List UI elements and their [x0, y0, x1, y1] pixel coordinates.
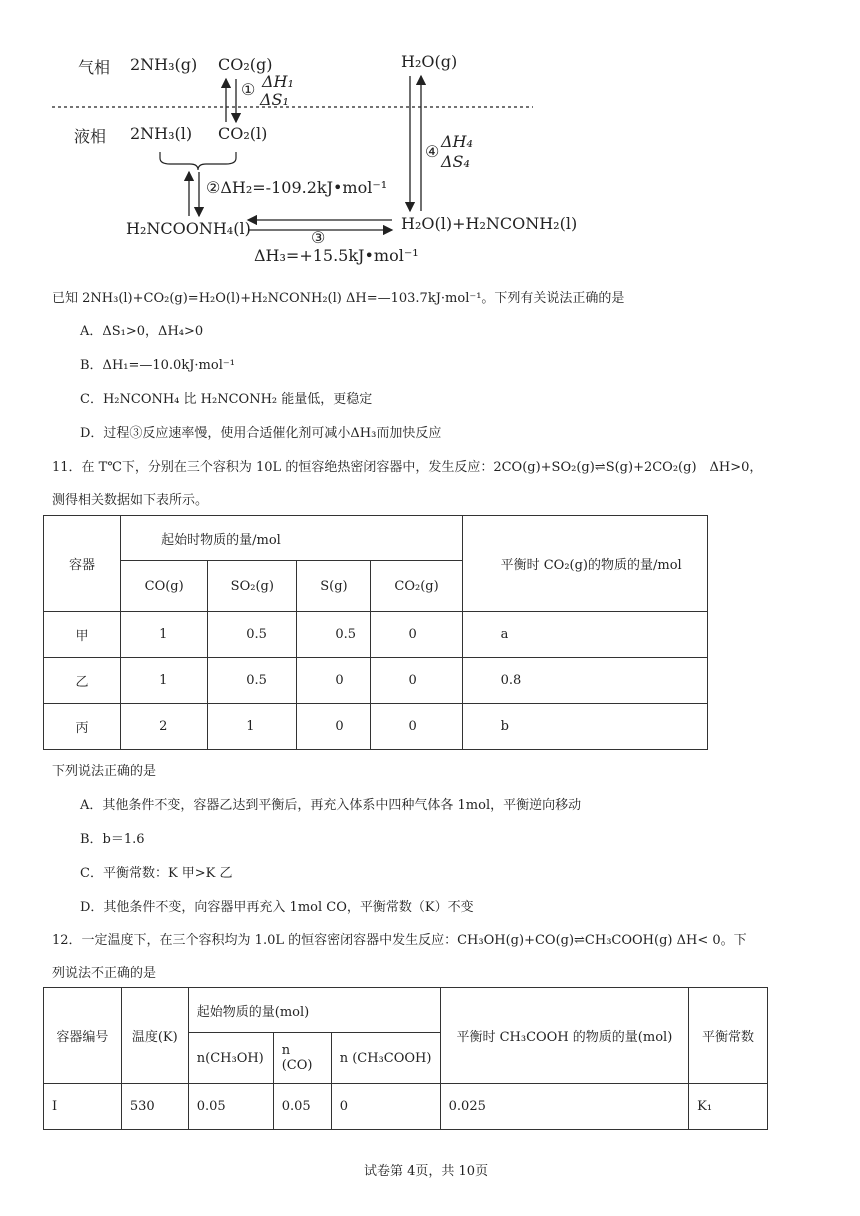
h2o-gas: H₂O(g) — [401, 52, 458, 71]
q11-option-c: C．平衡常数：K 甲>K 乙 — [80, 866, 233, 881]
q10-option-a: A．ΔS₁>0，ΔH₄>0 — [80, 324, 204, 339]
q11-col-so2: SO₂(g) — [208, 561, 297, 612]
q11-cell: 0 — [371, 704, 462, 750]
q12-stem-line2: 列说法不正确的是 — [52, 966, 157, 981]
q11-option-b: B．b＝1.6 — [80, 832, 145, 847]
q12-cell-temp: 530 — [121, 1084, 188, 1130]
q11-data-table — [43, 515, 708, 750]
q11-cell: 2 — [121, 704, 208, 750]
q11-cell: 1 — [121, 658, 208, 704]
liquid-bracket — [160, 152, 236, 170]
table-row — [44, 1084, 768, 1130]
q11-option-d: D．其他条件不变，向容器甲再充入 1mol CO，平衡常数（K）不变 — [80, 900, 474, 915]
q11-col-co: CO(g) — [121, 561, 208, 612]
gas-phase-label: 气相 — [78, 58, 111, 77]
q12-cell: 0.05 — [273, 1084, 331, 1130]
q11-row-name: 乙 — [44, 658, 121, 704]
step1-enthalpy: ΔH₁ — [262, 72, 294, 91]
q11-cell: 0.5 — [297, 612, 371, 658]
step3-label: ΔH₃=+15.5kJ•mol⁻¹ — [254, 246, 419, 265]
q12-header-no: 容器编号 — [44, 988, 122, 1084]
nh3-gas: 2NH₃(g) — [130, 55, 198, 74]
q12-col-ch3oh: n(CH₃OH) — [188, 1033, 273, 1084]
q11-col-co2: CO₂(g) — [371, 561, 462, 612]
q11-cell: 0.5 — [208, 658, 297, 704]
q11-cell: 1 — [121, 612, 208, 658]
q12-col-co: n (CO) — [273, 1033, 331, 1084]
q12-stem-line1: 12．一定温度下，在三个容积均为 1.0L 的恒容密闭容器中发生反应：CH₃OH(g)+CO(g)⇌CH₃COOH(g) ΔH< 0。下 — [52, 933, 747, 948]
q12-cell-equilibrium: 0.025 — [440, 1084, 688, 1130]
q11-prompt: 下列说法正确的是 — [52, 764, 157, 779]
q10-option-b: B．ΔH₁=—10.0kJ·mol⁻¹ — [80, 358, 235, 373]
q11-cell-equilibrium: a — [462, 612, 707, 658]
q12-col-ch3cooh: n (CH₃COOH) — [331, 1033, 440, 1084]
q11-row-name: 丙 — [44, 704, 121, 750]
q11-row-name: 甲 — [44, 612, 121, 658]
q10-option-c: C．H₂NCONH₄ 比 H₂NCONH₂ 能量低，更稳定 — [80, 392, 373, 407]
q10-stem: 已知 2NH₃(l)+CO₂(g)=H₂O(l)+H₂NCONH₂(l) ΔH=—103.7kJ·mol⁻¹。下列有关说法正确的是 — [52, 291, 625, 306]
q11-header-container: 容器 — [44, 516, 121, 612]
q12-header-equilibrium: 平衡时 CH₃COOH 的物质的量(mol) — [440, 988, 688, 1084]
q12-data-table — [43, 987, 768, 1130]
q11-cell: 0 — [297, 704, 371, 750]
step4-number: ④ — [425, 142, 440, 161]
step1-number: ① — [241, 80, 256, 99]
q11-stem-line1: 11．在 T℃下，分别在三个容积为 10L 的恒容绝热密闭容器中，发生反应：2CO(g)+SO₂(g)⇌S(g)+2CO₂(g) ΔH>0， — [52, 460, 763, 475]
diagram-arrows — [0, 0, 860, 280]
liquid-phase-label: 液相 — [74, 127, 107, 146]
q11-cell: 0 — [371, 658, 462, 704]
table-row — [44, 612, 708, 658]
q12-header-initial: 起始物质的量(mol) — [188, 988, 440, 1033]
q12-header-k: 平衡常数 — [689, 988, 768, 1084]
step4-entropy: ΔS₄ — [441, 152, 470, 171]
q12-header-temp: 温度(K) — [121, 988, 188, 1084]
step4-enthalpy: ΔH₄ — [441, 132, 473, 151]
q11-cell: 0.5 — [208, 612, 297, 658]
nh3-liquid: 2NH₃(l) — [130, 124, 193, 143]
co2-liquid: CO₂(l) — [218, 124, 268, 143]
q11-cell-equilibrium: b — [462, 704, 707, 750]
q11-header-equilibrium: 平衡时 CO₂(g)的物质的量/mol — [462, 516, 707, 612]
q12-cell: 0 — [331, 1084, 440, 1130]
table-row — [44, 658, 708, 704]
q11-cell-equilibrium: 0.8 — [462, 658, 707, 704]
q11-cell: 1 — [208, 704, 297, 750]
q11-cell: 0 — [297, 658, 371, 704]
step3-number: ③ — [311, 228, 326, 247]
co2-gas: CO₂(g) — [218, 55, 273, 74]
q11-option-a: A．其他条件不变，容器乙达到平衡后，再充入体系中四种气体各 1mol，平衡逆向移动 — [80, 798, 582, 813]
step1-entropy: ΔS₁ — [260, 90, 289, 109]
q12-cell-k: K₁ — [689, 1084, 768, 1130]
table-row — [44, 704, 708, 750]
q11-col-s: S(g) — [297, 561, 371, 612]
q12-cell-no: Ⅰ — [44, 1084, 122, 1130]
carbamate-label: H₂NCOONH₄(l) — [126, 219, 251, 238]
step2-label: ②ΔH₂=-109.2kJ•mol⁻¹ — [206, 178, 388, 197]
q11-stem-line2: 测得相关数据如下表所示。 — [52, 493, 209, 508]
q11-cell: 0 — [371, 612, 462, 658]
q11-header-initial: 起始时物质的量/mol — [121, 516, 462, 561]
q10-option-d: D．过程③反应速率慢，使用合适催化剂可减小ΔH₃而加快反应 — [80, 426, 442, 441]
urea-side-label: H₂O(l)+H₂NCONH₂(l) — [401, 214, 578, 233]
page-footer: 试卷第 4页，共 10页 — [364, 1164, 489, 1179]
q12-cell: 0.05 — [188, 1084, 273, 1130]
